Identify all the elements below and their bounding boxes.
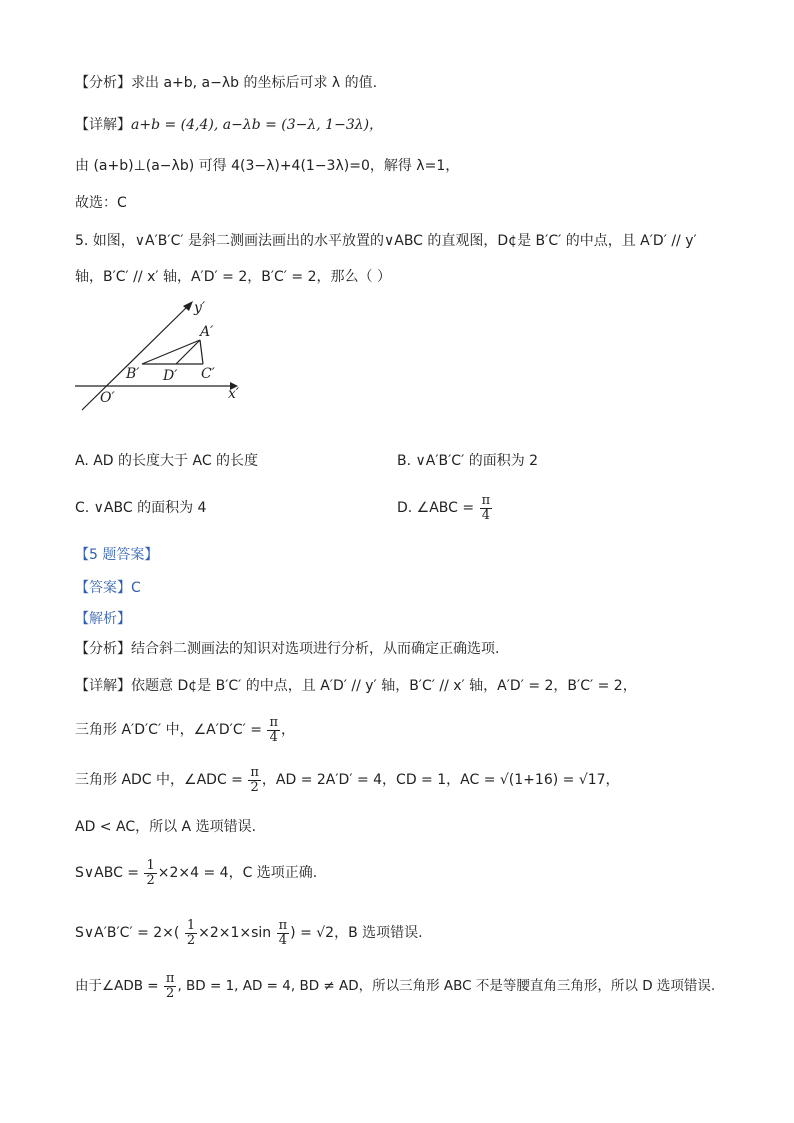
question-5-line-2: 轴，B′C′ // x′ 轴，A′D′ = 2，B′C′ = 2，那么（ ） (75, 269, 391, 285)
step4-suffix: ×2×4 = 4，C 选项正确. (157, 865, 318, 881)
step5-den1: 2 (186, 932, 196, 948)
step2-den: 2 (250, 779, 259, 795)
step4-prefix: S∨ABC = (75, 865, 140, 881)
step5-den2: 4 (278, 932, 288, 948)
option-a: A. AD 的长度大于 AC 的长度 (75, 453, 259, 469)
analysis-tag: 【分析】 (75, 75, 131, 91)
detail-text: a+b = (4,4), a−λb = (3−λ, 1−3λ)， (131, 117, 384, 133)
step4-num: 1 (146, 857, 155, 873)
step4-den: 2 (146, 872, 155, 888)
y-axis (82, 306, 188, 410)
step-6 (75, 968, 715, 1004)
label-d: D′ (163, 368, 178, 384)
step5-fraction-2 (277, 919, 290, 948)
answer-text: 【答案】C (75, 580, 141, 596)
detail-line-2: 由 (a+b)⊥(a−λb) 可得 4(3−λ)+4(1−3λ)=0，解得 λ=1， (75, 158, 460, 174)
step1-suffix: ， (280, 722, 295, 738)
step5-fraction-1 (185, 919, 197, 948)
step6-prefix: 由于∠ADB = (75, 978, 159, 994)
step5-num2: π (278, 917, 288, 933)
step5-num1: 1 (186, 917, 196, 933)
analysis2-text: 结合斜二测画法的知识对选项进行分析，从而确定正确选项. (131, 641, 500, 657)
step1-prefix: 三角形 A′D′C′ 中，∠A′D′C′ = (75, 722, 262, 738)
label-a: A′ (200, 324, 214, 340)
step1-fraction (267, 716, 280, 745)
step6-den: 2 (166, 985, 175, 1001)
option-d (397, 490, 493, 526)
segment-ba (142, 340, 200, 364)
option-d-den: 4 (481, 507, 490, 523)
section-title: 【5 题答案】 (75, 547, 159, 563)
segment-ac (200, 340, 203, 364)
step1-den: 4 (269, 729, 278, 745)
step-5 (75, 915, 423, 951)
analysis2-tag: 【分析】 (75, 641, 131, 657)
oblique-projection-figure (70, 292, 260, 417)
option-d-fraction (480, 494, 493, 523)
option-d-prefix: D. ∠ABC = (397, 500, 475, 516)
option-c: C. ∨ABC 的面积为 4 (75, 500, 207, 516)
label-c: C′ (201, 366, 215, 382)
step-3: AD < AC，所以 A 选项错误. (75, 819, 257, 835)
step6-fraction (164, 972, 177, 1001)
step1-num: π (269, 714, 278, 730)
analysis-line-1 (75, 73, 377, 93)
step5-prefix: S∨A′B′C′ = 2×( (75, 925, 180, 941)
option-b: B. ∨A′B′C′ 的面积为 2 (397, 453, 539, 469)
analysis-text: 求出 a+b, a−λb 的坐标后可求 λ 的值. (131, 75, 378, 91)
step-4 (75, 855, 317, 891)
detail2-tag: 【详解】 (75, 678, 131, 694)
step-1 (75, 712, 295, 748)
step6-num: π (165, 970, 175, 986)
segment-ad (176, 340, 200, 364)
detail2-text: 依题意 D¢是 B′C′ 的中点，且 A′D′ // y′ 轴，B′C′ // x′ 轴，A′D′ = 2，B′C′ = 2， (131, 678, 637, 694)
label-o: O′ (100, 390, 115, 406)
choice-line: 故选：C (75, 195, 127, 211)
label-x: x′ (228, 386, 240, 402)
answer-line (75, 578, 141, 598)
detail-line-1 (75, 115, 383, 135)
step6-suffix: , BD = 1, AD = 4, BD ≠ AD，所以三角形 ABC 不是等腰直角三角形，所以 D 选项错误. (177, 978, 716, 994)
detail-line-3 (75, 676, 637, 696)
step-2 (75, 762, 620, 798)
step5-suffix: ) = √2，B 选项错误. (290, 925, 423, 941)
step4-fraction (144, 859, 156, 888)
step2-fraction (248, 766, 261, 795)
label-y: y′ (194, 300, 206, 316)
label-b: B′ (126, 366, 140, 382)
step2-suffix: ，AD = 2A′D′ = 4，CD = 1，AC = √(1+16) = √17， (261, 772, 620, 788)
step2-prefix: 三角形 ADC 中，∠ADC = (75, 772, 243, 788)
question-5-line-1: 5. 如图，∨A′B′C′ 是斜二测画法画出的水平放置的∨ABC 的直观图，D¢是 B′C′ 的中点，且 A′D′ // y′ (75, 233, 697, 249)
option-d-num: π (481, 492, 491, 508)
detail-tag: 【详解】 (75, 117, 131, 133)
step2-num: π (250, 764, 259, 780)
step5-mid: ×2×1×sin (198, 925, 272, 941)
analysis-title: 【解析】 (75, 611, 131, 627)
analysis-line-2 (75, 639, 499, 659)
